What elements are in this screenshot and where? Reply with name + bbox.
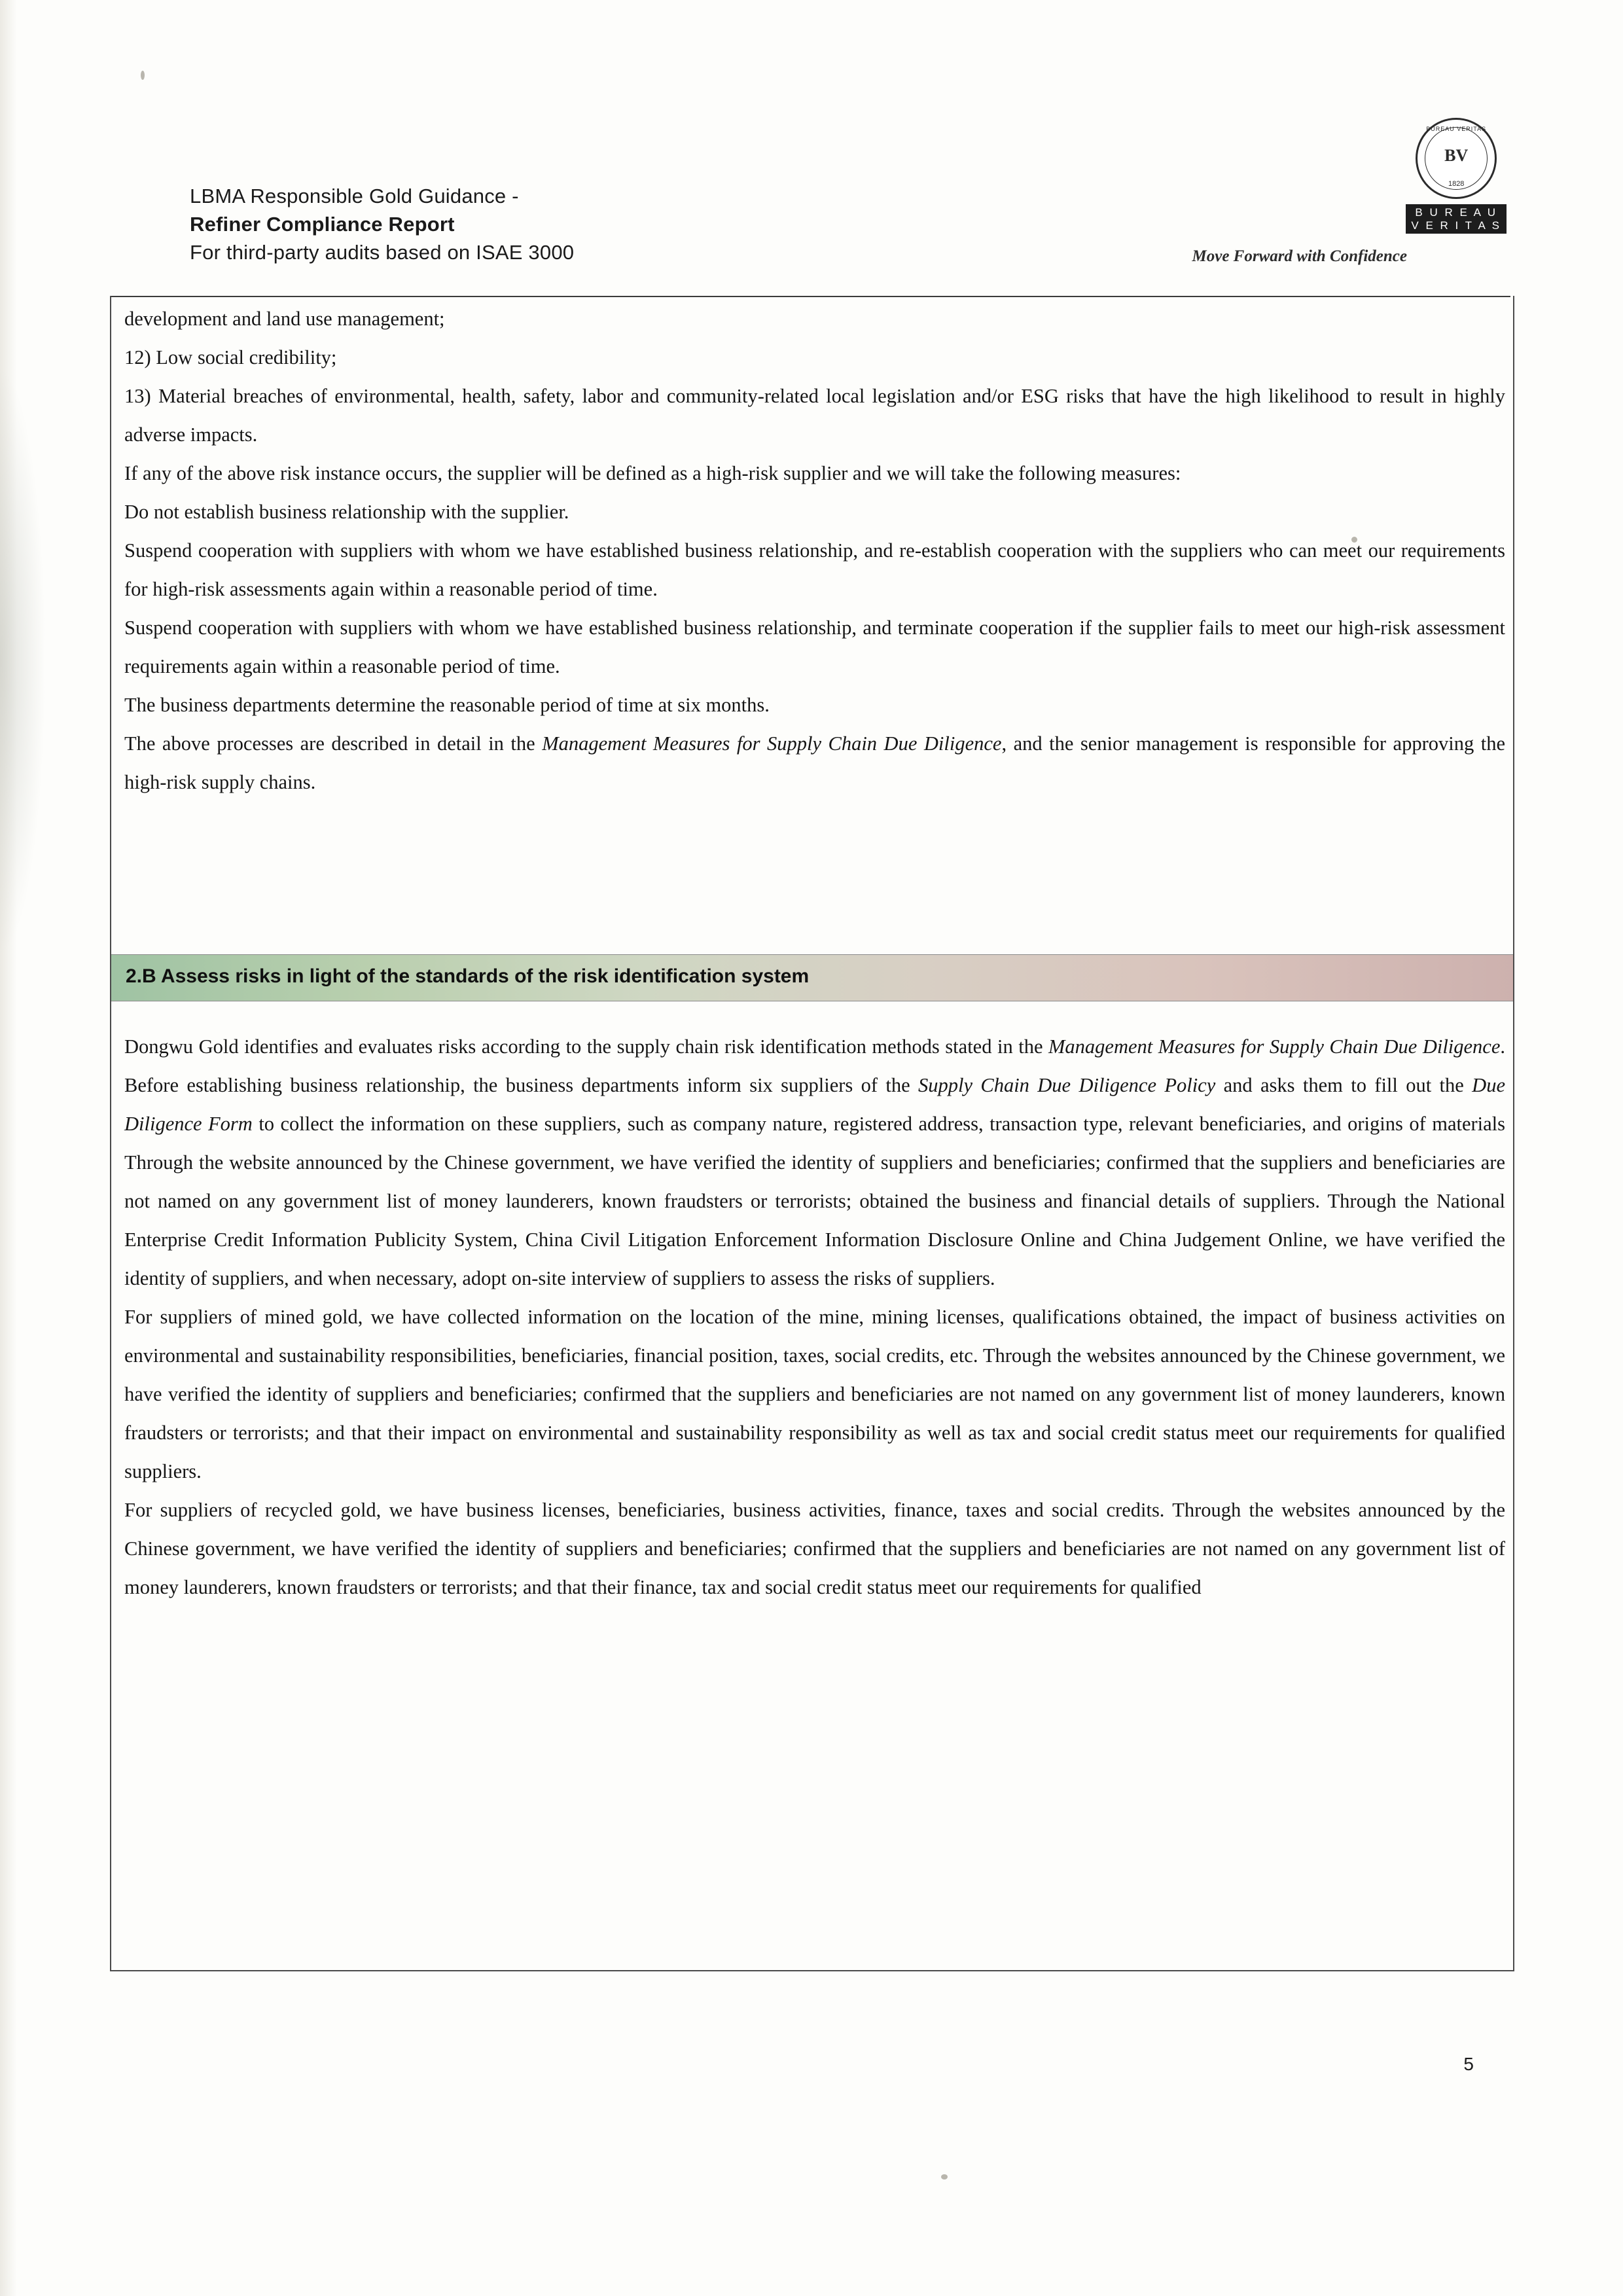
italic-title-3: Due Diligence Form <box>124 1074 1505 1135</box>
paragraph: Do not establish business relationship with the supplier. <box>124 501 569 523</box>
page-number: 5 <box>1463 2054 1474 2074</box>
scan-speck <box>141 71 145 80</box>
seg-4: to collect the information on these suppliers, such as company nature, registered address, transaction type, relevant beneficiaries, and origins of materials Through the website announced by the Chinese government, we have verified the identity of suppliers and beneficiaries; confirmed that the suppliers and beneficiaries are not named on any government list of money launderers, known fraudsters or terrorists; obtained the business and financial details of suppliers. Through the National Enterprise Credit Information Publicity System, China Civil Litigation Enforcement Information Disclosure Online and China Judgement Online, we have verified the identity of suppliers, and when necessary, adopt on-site interview of suppliers to assess the risks of suppliers. <box>124 1113 1505 1289</box>
header-title-line3: For third-party audits based on ISAE 3000 <box>190 241 575 264</box>
italic-title-1: Management Measures for Supply Chain Due Diligence <box>1048 1035 1501 1058</box>
bureau-veritas-wordmark <box>1406 204 1507 234</box>
seal-year: 1828 <box>1448 180 1465 188</box>
wordmark-line2: V E R I T A S <box>1411 219 1501 232</box>
paragraph: For suppliers of mined gold, we have collected information on the location of the mine, mining licenses, qualifications obtained, the impact of business activities on environmental and sustainability responsibilities, beneficiaries, financial position, taxes, social credits, etc. Through the websites announced by the Chinese government, we have verified the identity of suppliers and beneficiaries; confirmed that the suppliers and beneficiaries are not named on any government list of money launderers, known fraudsters or terrorists; and that their impact on environmental and sustainability responsibility as well as tax and social credit status meet our requirements for qualified suppliers. <box>124 1306 1505 1482</box>
logo-tagline: Move Forward with Confidence <box>1192 247 1407 265</box>
para-pre: The above processes are described in detail in the <box>124 732 543 755</box>
italic-title-2: Supply Chain Due Diligence Policy <box>918 1074 1216 1096</box>
paragraph: The business departments determine the reasonable period of time at six months. <box>124 694 770 716</box>
scan-smudge-artifact <box>0 367 46 956</box>
para-post: , and the senior management is responsible for approving the high-risk supply chains. <box>124 732 1505 793</box>
section-b-body <box>124 1028 1505 1607</box>
seg-3: and asks them to fill out the <box>1215 1074 1472 1096</box>
paragraph: 12) Low social credibility; <box>124 346 337 368</box>
seg-2: . Before establishing business relationship, the business departments inform six suppliers of the <box>124 1035 1506 1096</box>
wordmark-line1: B U R E A U <box>1415 206 1497 219</box>
paragraph: development and land use management; <box>124 308 445 330</box>
bureau-veritas-seal-icon <box>1416 118 1497 199</box>
section-heading-bar <box>111 954 1513 1001</box>
paragraph-with-italic <box>124 725 1505 802</box>
paragraph-with-italics <box>124 1028 1505 1298</box>
paragraph: If any of the above risk instance occurs, the supplier will be defined as a high-risk supplier and we will take the following measures: <box>124 462 1181 484</box>
paragraph: 13) Material breaches of environmental, health, safety, labor and community-related local legislation and/or ESG risks that have the high likelihood to result in highly adverse impacts. <box>124 385 1505 446</box>
header-title-line1: LBMA Responsible Gold Guidance - <box>190 185 519 207</box>
header-title-line2: Refiner Compliance Report <box>190 213 455 236</box>
section-a-body <box>124 300 1505 802</box>
paragraph: Suspend cooperation with suppliers with whom we have established business relationship, and terminate cooperation if the supplier fails to meet our high-risk assessment requirements again within a reasonable period of time. <box>124 617 1505 677</box>
section-heading-label: 2.B Assess risks in light of the standards of the risk identification system <box>126 965 810 987</box>
document-header <box>190 182 910 266</box>
scan-edge-artifact <box>0 0 17 2296</box>
bureau-veritas-logo <box>1406 118 1507 234</box>
seg-1: Dongwu Gold identifies and evaluates risks according to the supply chain risk identification methods stated in the <box>124 1035 1049 1058</box>
scan-speck <box>941 2174 948 2179</box>
seal-monogram: BV <box>1444 146 1469 165</box>
paragraph: For suppliers of recycled gold, we have business licenses, beneficiaries, business activities, finance, taxes and social credits. Through the websites announced by the Chinese government, we have verified the identity of suppliers and beneficiaries; confirmed that the suppliers and beneficiaries are not named on any government list of money launderers, known fraudsters or terrorists; and that their finance, tax and social credit status meet our requirements for qualified <box>124 1499 1505 1598</box>
paragraph: Suspend cooperation with suppliers with whom we have established business relationship, and re-establish cooperation with the suppliers who can meet our requirements for high-risk assessments again within a reasonable period of time. <box>124 539 1505 600</box>
seal-top-text: BUREAU VERITAS <box>1426 126 1487 132</box>
para-italic-title: Management Measures for Supply Chain Due Diligence <box>542 732 1002 755</box>
